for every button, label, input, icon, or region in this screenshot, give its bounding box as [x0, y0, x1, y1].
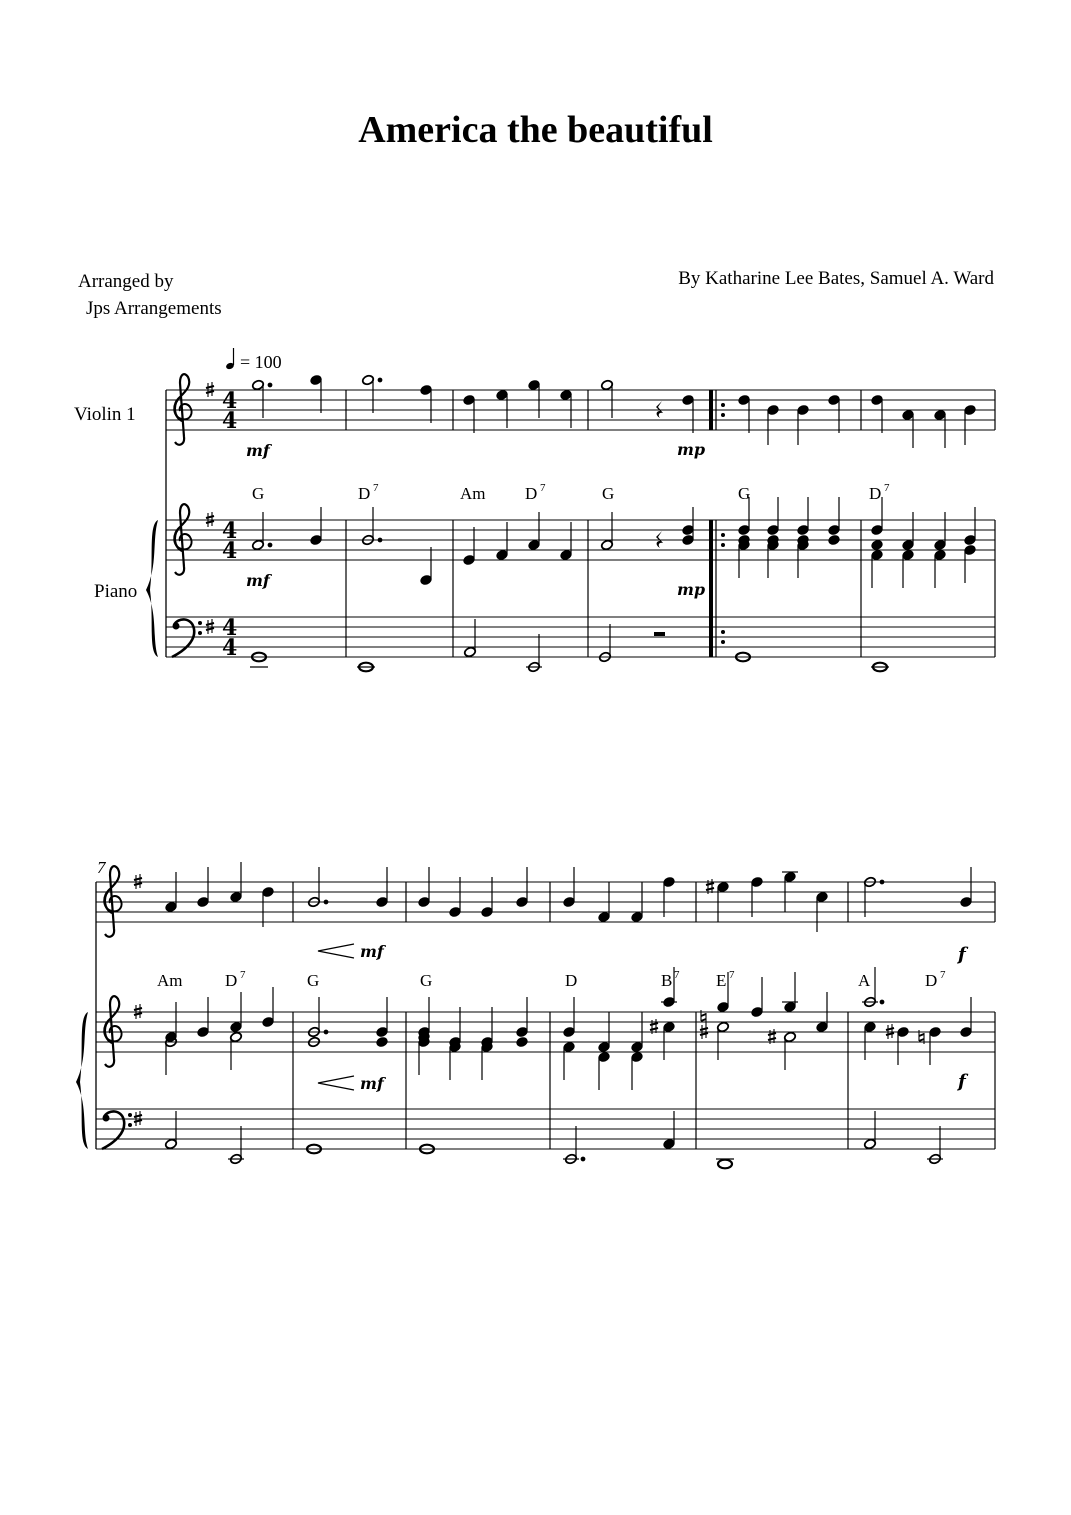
- violin-label: Violin 1: [74, 404, 136, 425]
- chord-symbol: G: [252, 484, 265, 503]
- chord-symbol: G: [738, 484, 751, 503]
- svg-text:4: 4: [222, 615, 238, 641]
- piano-lh-notes-s2: [164, 1111, 943, 1168]
- svg-text:4: 4: [222, 408, 238, 434]
- chord-symbol: D: [225, 971, 238, 990]
- svg-text:4: 4: [222, 388, 238, 414]
- svg-text:7: 7: [884, 482, 890, 494]
- chord-symbols-s2: [157, 969, 946, 990]
- chord-symbol: D: [925, 971, 938, 990]
- tempo-mark: [225, 348, 281, 372]
- svg-text:4: 4: [222, 538, 238, 564]
- piece-title: America the beautiful: [358, 109, 713, 151]
- piano-brace: [146, 520, 158, 657]
- chord-symbol: D: [525, 484, 538, 503]
- svg-text:4: 4: [222, 635, 238, 661]
- svg-text:7: 7: [373, 482, 379, 494]
- piano-rh-notes-s1: [251, 497, 976, 588]
- system-1: [74, 348, 995, 673]
- measure-number: 7: [97, 858, 106, 877]
- piano-rh-staff: [166, 520, 995, 560]
- chord-symbol: D: [565, 971, 578, 990]
- chord-symbol: E: [716, 971, 727, 990]
- chord-symbol: B: [661, 971, 673, 990]
- chord-symbol: G: [307, 971, 320, 990]
- crescendo-hairpin: [318, 944, 354, 958]
- treble-clef-icon: [104, 996, 121, 1067]
- bass-clef-icon: [172, 619, 202, 657]
- system-2: [76, 858, 995, 1168]
- piano-label: Piano: [94, 581, 138, 602]
- svg-text:7: 7: [540, 482, 546, 494]
- dynamic-f: f: [958, 944, 966, 965]
- time-signature: [222, 388, 237, 661]
- arranger-label: Arranged by: [78, 271, 174, 292]
- treble-clef-icon: [104, 866, 121, 937]
- dynamic-mp: mp: [677, 440, 706, 459]
- violin-notes-s1: [251, 374, 976, 448]
- piano-brace: [76, 1012, 88, 1149]
- svg-text:4: 4: [222, 518, 238, 544]
- piano-lh-staff: [96, 1109, 995, 1149]
- dynamic-mp: mp: [677, 580, 706, 599]
- violin-staff: [96, 882, 995, 922]
- dynamic-mf: mf: [246, 441, 270, 460]
- bass-clef-icon: [102, 1111, 132, 1149]
- chord-symbol: D: [869, 484, 882, 503]
- treble-clef-icon: [174, 504, 191, 575]
- chord-symbols-s1: [252, 482, 890, 503]
- dynamic-mf: mf: [246, 571, 270, 590]
- chord-symbol: D: [358, 484, 371, 503]
- svg-text:7: 7: [674, 969, 680, 981]
- composer-credit: By Katharine Lee Bates, Samuel A. Ward: [678, 268, 994, 289]
- chord-symbol: A: [858, 971, 871, 990]
- chord-symbol: Am: [460, 484, 486, 503]
- chord-symbol: Am: [157, 971, 183, 990]
- crescendo-hairpin: [318, 1076, 354, 1090]
- dynamic-f: f: [958, 1071, 966, 1092]
- treble-clef-icon: [174, 374, 191, 445]
- violin-staff: [166, 390, 995, 430]
- dynamic-mf: mf: [360, 1074, 384, 1093]
- chord-symbol: G: [602, 484, 615, 503]
- piano-lh-staff: [166, 617, 995, 657]
- chord-symbol: G: [420, 971, 433, 990]
- svg-text:7: 7: [240, 969, 246, 981]
- dynamic-mf: mf: [360, 942, 384, 961]
- svg-text:7: 7: [729, 969, 735, 981]
- svg-text:7: 7: [940, 969, 946, 981]
- arranger-name: Jps Arrangements: [86, 298, 222, 319]
- tempo-value: = 100: [240, 352, 282, 372]
